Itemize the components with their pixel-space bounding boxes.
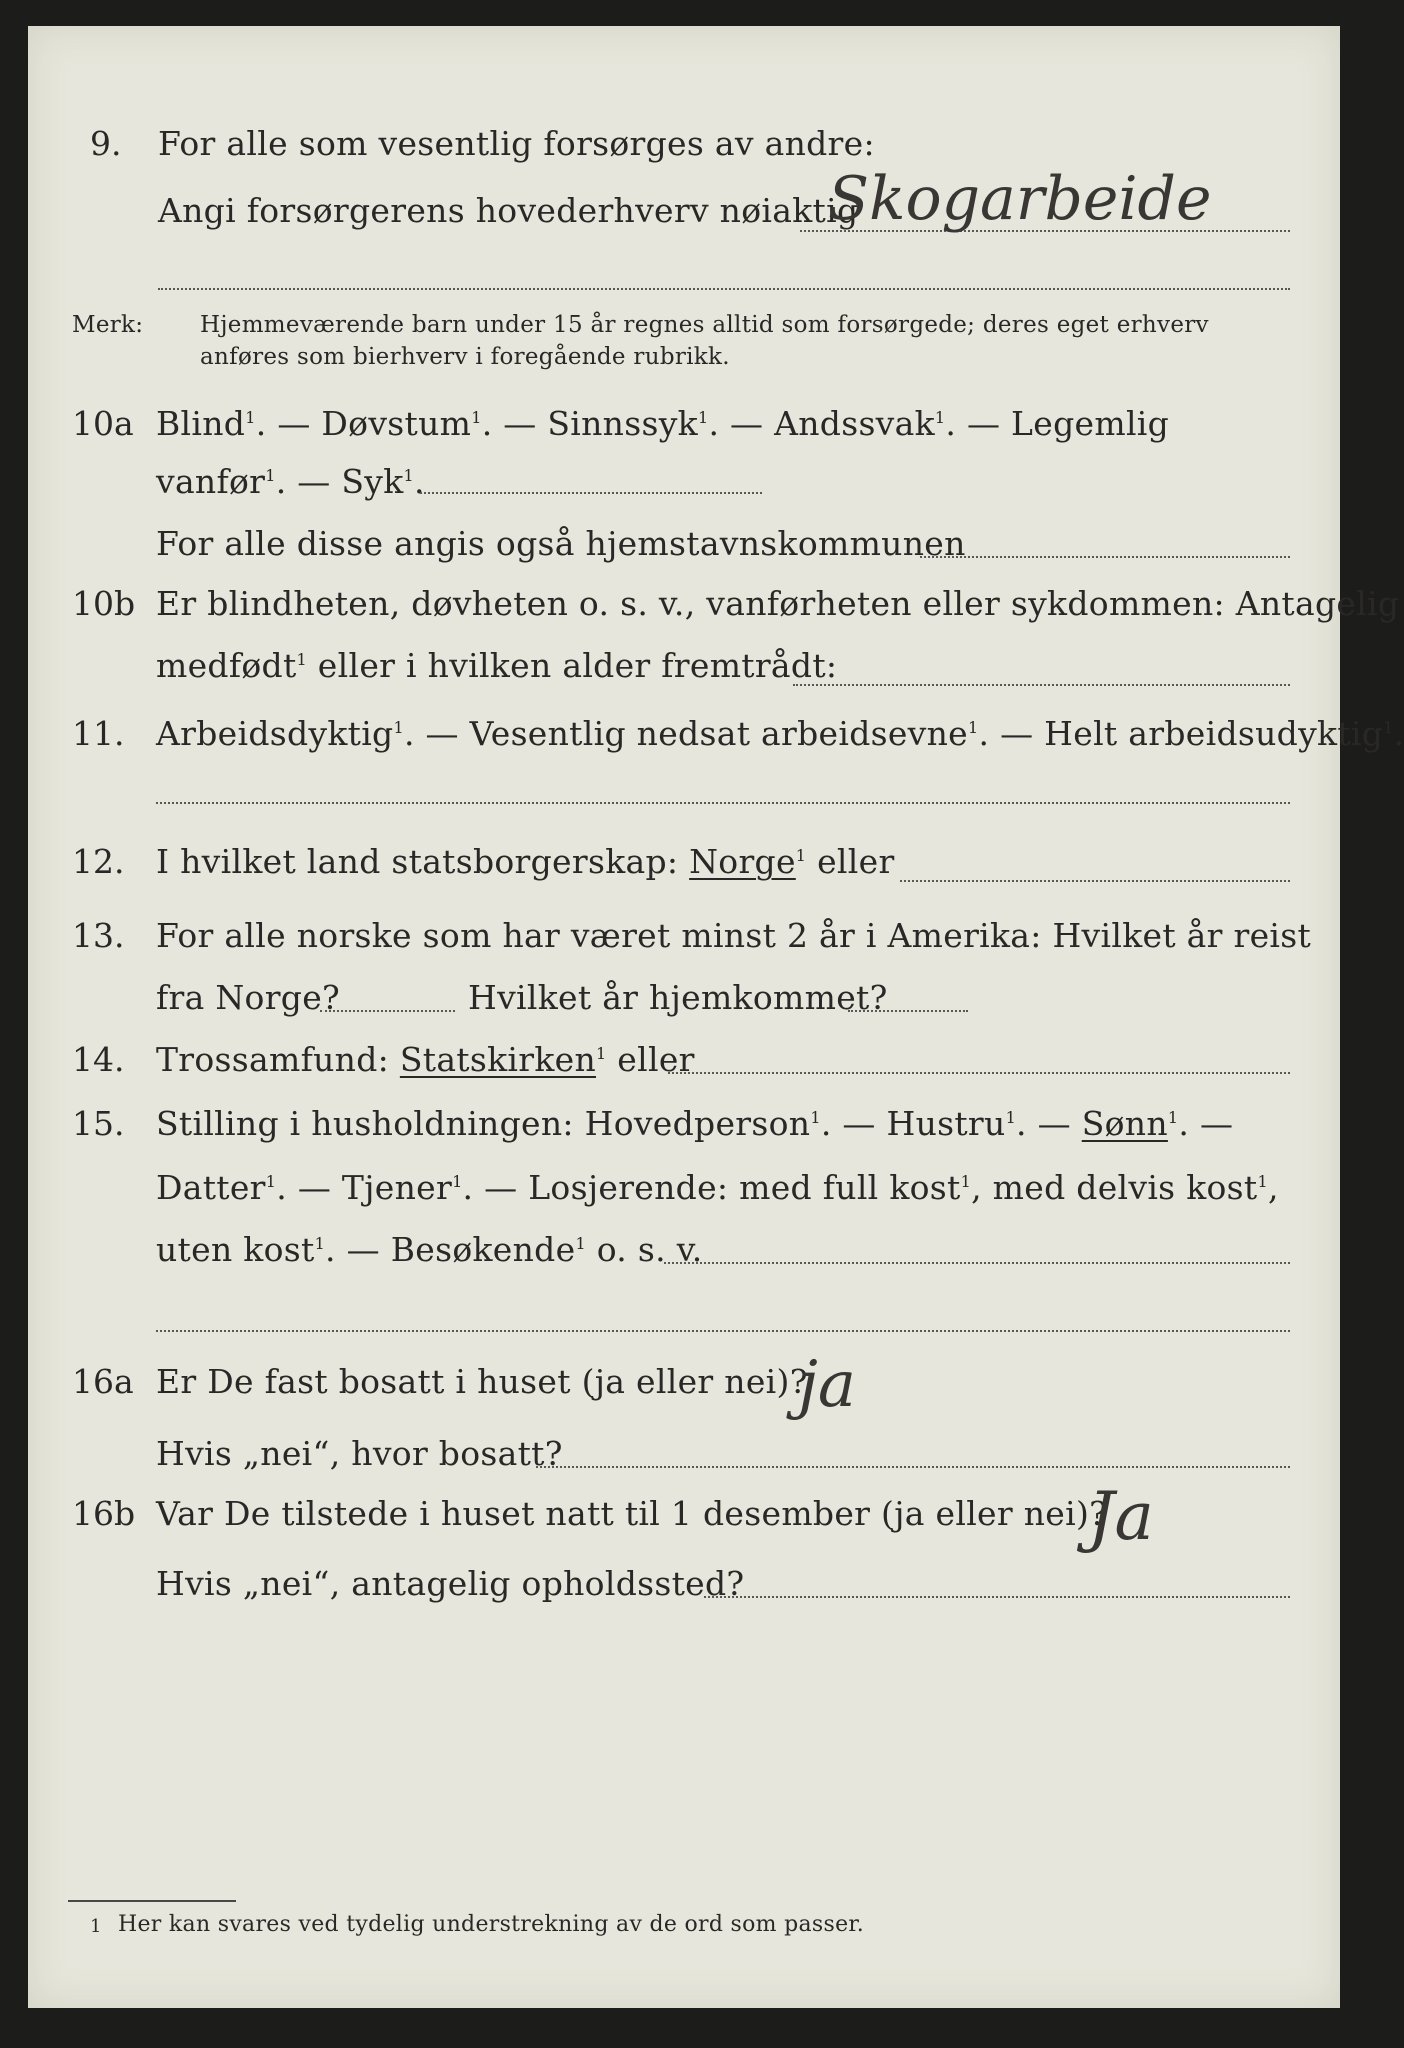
footnote-ref: 1 <box>697 408 709 427</box>
q11-arbeidsdyktig: Arbeidsdyktig <box>156 714 394 753</box>
footnote-ref: 1 <box>314 1234 326 1253</box>
q16a-number: 16a <box>72 1362 134 1401</box>
q15-tjener: . — Tjener <box>276 1168 453 1207</box>
q9-question-line1: For alle som vesentlig forsørges av andre: <box>158 124 875 163</box>
q14-answer-line <box>668 1072 1290 1074</box>
q15-number: 15. <box>72 1104 125 1143</box>
footnote-rule <box>68 1900 236 1902</box>
q15-full-kost: . — Losjerende: med full kost <box>462 1168 961 1207</box>
q16a-line1: Er De fast bosatt i huset (ja eller nei)? <box>156 1362 808 1401</box>
footnote-ref: 1 <box>810 1108 821 1127</box>
q15-uten-kost: uten kost <box>156 1230 315 1269</box>
footnote-ref: 1 <box>471 408 482 427</box>
q10b-alder: eller i hvilken alder fremtrådt: <box>307 646 838 685</box>
q16b-number: 16b <box>72 1494 136 1533</box>
q13-hjemkommet-answer-line <box>848 1010 968 1012</box>
q15-line2 <box>156 1168 1279 1207</box>
q15-line3 <box>156 1230 703 1269</box>
q10a-andssvak: . — Andssvak <box>708 404 935 443</box>
footnote-ref: 1 <box>575 1234 586 1253</box>
q11-period: . <box>1393 714 1404 753</box>
footnote-ref: 1 <box>452 1172 463 1191</box>
q15-delvis-kost: , med delvis kost <box>971 1168 1258 1207</box>
merk-label: Merk: <box>72 312 144 338</box>
q15-answer-line <box>664 1262 1290 1264</box>
footnote-ref: 1 <box>934 408 946 427</box>
q10a-kommune-answer-line <box>920 556 1290 558</box>
q16b-line1: Var De tilstede i huset natt til 1 desember (ja eller nei)? <box>156 1494 1108 1533</box>
footnote-ref: 1 <box>1257 1172 1268 1191</box>
q11-answer-line <box>156 802 1290 804</box>
q10b-line1: Er blindheten, døvheten o. s. v., vanførheten eller sykdommen: Antagelig <box>156 584 1400 623</box>
census-form-page <box>28 26 1404 2008</box>
q15-osv: o. s. v. <box>585 1230 703 1269</box>
footnote-text: Her kan svares ved tydelig understrekning av de ord som passer. <box>118 1912 865 1937</box>
q10a-line3: For alle disse angis også hjemstavnskommunen <box>156 524 966 563</box>
q13-number: 13. <box>72 916 125 955</box>
q12-eller: eller <box>806 842 895 881</box>
q13-line1: For alle norske som har været minst 2 år i Amerika: Hvilket år reist <box>156 916 1312 955</box>
q16a-handwritten-answer: ja <box>798 1348 856 1422</box>
q10a-blind: Blind <box>156 404 246 443</box>
q10a-vanfor: vanfør <box>156 462 266 501</box>
q16a-line2: Hvis „nei“, hvor bosatt? <box>156 1434 563 1473</box>
footnote-ref: 1 <box>245 408 256 427</box>
q10a-line1 <box>156 404 1169 443</box>
q10a-line2 <box>156 462 425 501</box>
merk-line2: anføres som bierhverv i foregående rubrikk. <box>200 344 730 370</box>
footnote-ref: 1 <box>403 466 415 485</box>
q10a-sinnssyk: . — Sinnssyk <box>481 404 698 443</box>
q10b-number: 10b <box>72 584 136 623</box>
q12-line <box>156 842 895 881</box>
q15-hovedperson: Stilling i husholdningen: Hovedperson <box>156 1104 811 1143</box>
q9-number: 9. <box>90 124 122 163</box>
q15-datter: Datter <box>156 1168 266 1207</box>
q14-eller: eller <box>606 1040 695 1079</box>
q16a-answer-line <box>536 1466 1290 1468</box>
q14-number: 14. <box>72 1040 125 1079</box>
merk-line1: Hjemmeværende barn under 15 år regnes alltid som forsørgede; deres eget erhverv <box>200 312 1209 338</box>
footnote-mark: 1 <box>90 1916 102 1937</box>
footnote-ref: 1 <box>968 718 979 737</box>
q12-norge-underlined: Norge <box>689 842 796 881</box>
q13-line2a: fra Norge? <box>156 978 341 1017</box>
footnote-ref: 1 <box>265 466 276 485</box>
q13-line2b: Hvilket år hjemkommet? <box>468 978 888 1017</box>
q10a-legemlig: . — Legemlig <box>945 404 1170 443</box>
footnote-ref: 1 <box>1383 718 1394 737</box>
footnote-ref: 1 <box>265 1172 277 1191</box>
q16b-line2: Hvis „nei“, antagelig opholdssted? <box>156 1564 745 1603</box>
q10a-period: . <box>414 462 425 501</box>
footnote-ref: 1 <box>960 1172 972 1191</box>
q16b-handwritten-answer: Ja <box>1088 1478 1154 1555</box>
q14-line <box>156 1040 695 1079</box>
q15-line1 <box>156 1104 1233 1143</box>
q10a-syk-answer-line <box>420 492 762 494</box>
footnote-ref: 1 <box>795 846 807 865</box>
footnote-ref: 1 <box>1005 1108 1017 1127</box>
q15-dash: . — <box>1016 1104 1071 1143</box>
q15-hustru: . — Hustru <box>820 1104 1006 1143</box>
q10b-medfodt: medfødt <box>156 646 297 685</box>
q13-reist-answer-line <box>320 1010 455 1012</box>
q12-number: 12. <box>72 842 125 881</box>
q15-besokende: . — Besøkende <box>325 1230 576 1269</box>
q11-number: 11. <box>72 714 125 753</box>
q11-line1 <box>156 714 1404 753</box>
footnote-ref: 1 <box>596 1044 607 1063</box>
q9-handwritten-answer: Skogarbeide <box>828 164 1212 234</box>
q15-comma: , <box>1267 1168 1279 1207</box>
q15-extra-line <box>156 1330 1290 1332</box>
q11-udyktig: . — Helt arbeidsudyktig <box>978 714 1384 753</box>
q9-extra-line <box>158 288 1290 290</box>
footnote-ref: 1 <box>1167 1108 1179 1127</box>
footnote-ref: 1 <box>393 718 404 737</box>
q9-question-line2: Angi forsørgerens hovederhverv nøiaktig <box>158 191 859 230</box>
q15-dash2: . — <box>1178 1104 1234 1143</box>
q14-statskirken-underlined: Statskirken <box>399 1040 597 1079</box>
q11-nedsat: . — Vesentlig nedsat arbeidsevne <box>403 714 969 753</box>
q16b-answer-line <box>704 1596 1290 1598</box>
q10a-number: 10a <box>72 404 134 443</box>
q15-sonn-underlined: Sønn <box>1081 1104 1168 1143</box>
q10a-syk: . — Syk <box>275 462 404 501</box>
q12-answer-line <box>900 880 1290 882</box>
footnote-ref: 1 <box>296 650 307 669</box>
q12-question: I hvilket land statsborgerskap: <box>156 842 679 881</box>
q10b-line2 <box>156 646 837 685</box>
q10a-dovstum: . — Døvstum <box>255 404 472 443</box>
q10b-answer-line <box>793 684 1290 686</box>
q14-question: Trossamfund: <box>156 1040 390 1079</box>
